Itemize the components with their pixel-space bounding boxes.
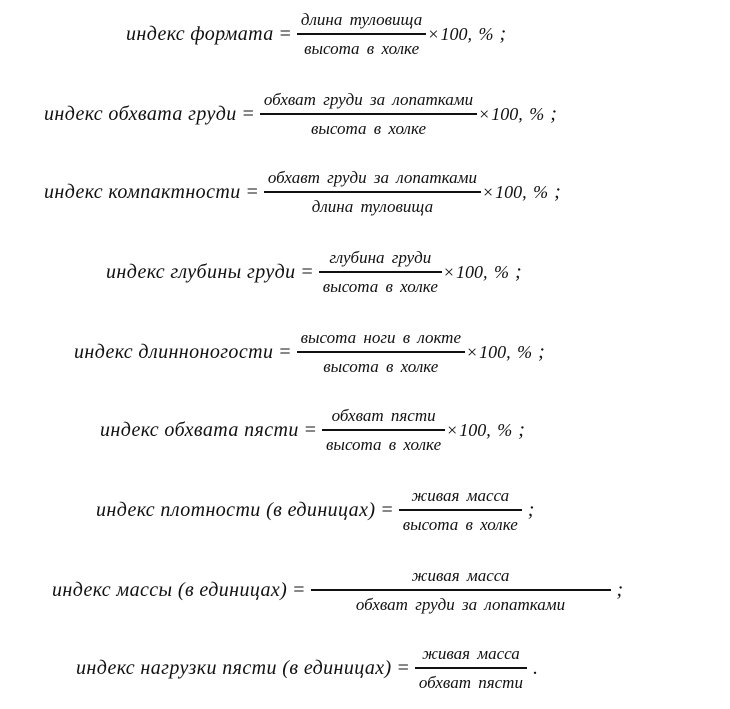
equals-sign: = xyxy=(293,578,305,601)
formula-density-index xyxy=(96,482,534,538)
formula-metacarpus-load-index xyxy=(76,640,538,696)
formula-name: индекс обхвата груди xyxy=(44,102,237,125)
equals-sign: = xyxy=(279,340,291,363)
terminator: . xyxy=(532,656,538,679)
denominator: обхват груди за лопатками xyxy=(355,594,566,614)
times-sign: × xyxy=(479,103,490,124)
formula-name: индекс нагрузки пясти (в единицах) xyxy=(76,656,392,679)
numerator: обхват груди за лопатками xyxy=(263,90,474,110)
fraction xyxy=(260,91,477,136)
denominator: длина туловища xyxy=(311,196,434,216)
equals-sign: = xyxy=(397,656,409,679)
formula-chest-depth-index xyxy=(106,244,522,300)
times-sign: × xyxy=(483,181,494,202)
multiplier-value: 100, % xyxy=(456,261,510,282)
fraction xyxy=(311,567,611,612)
fraction xyxy=(297,329,465,374)
formula-format-index xyxy=(126,6,506,62)
formula-name: индекс формата xyxy=(126,22,274,45)
terminator: ; xyxy=(538,340,545,363)
fraction xyxy=(415,645,527,690)
denominator: высота в холке xyxy=(326,434,442,454)
multiplier xyxy=(428,24,493,45)
numerator: обхавт груди за лопатками xyxy=(267,168,478,188)
multiplier xyxy=(483,182,548,203)
denominator: обхват пясти xyxy=(418,672,523,692)
denominator: высота в холке xyxy=(304,38,420,58)
multiplier-value: 100, % xyxy=(479,341,533,362)
numerator: живая масса xyxy=(411,566,510,586)
formula-name: индекс компактности xyxy=(44,180,241,203)
multiplier-value: 100, % xyxy=(459,419,513,440)
multiplier xyxy=(467,342,532,363)
terminator: ; xyxy=(515,260,522,283)
times-sign: × xyxy=(428,23,439,44)
equals-sign: = xyxy=(279,22,291,45)
equals-sign: = xyxy=(304,418,317,441)
multiplier-value: 100, % xyxy=(440,23,494,44)
numerator: обхват пясти xyxy=(331,406,436,426)
equals-sign: = xyxy=(246,180,258,203)
fraction xyxy=(322,407,445,452)
multiplier-value: 100, % xyxy=(491,103,545,124)
multiplier xyxy=(444,262,509,283)
equals-sign: = xyxy=(301,260,313,283)
fraction xyxy=(264,169,481,214)
times-sign: × xyxy=(443,261,455,282)
terminator: ; xyxy=(554,180,561,203)
numerator: глубина груди xyxy=(329,248,432,268)
terminator: ; xyxy=(499,22,507,45)
equals-sign: = xyxy=(381,498,393,521)
formula-name: индекс длинноногости xyxy=(74,340,274,363)
formula-metacarpus-girth-index xyxy=(100,402,525,458)
formula-name: индекс массы (в единицах) xyxy=(52,578,288,601)
numerator: живая масса xyxy=(422,644,520,664)
formula-name: индекс обхвата пясти xyxy=(100,418,299,441)
formula-chest-girth-index xyxy=(44,86,557,142)
fraction xyxy=(399,487,522,532)
terminator: ; xyxy=(550,102,557,125)
denominator: высота в холке xyxy=(310,118,427,138)
formula-compactness-index xyxy=(44,164,561,220)
denominator: высота в холке xyxy=(402,514,518,534)
denominator: высота в холке xyxy=(322,276,438,296)
numerator: длина туловища xyxy=(300,10,423,30)
terminator: ; xyxy=(518,418,525,441)
fraction xyxy=(319,249,442,294)
terminator: ; xyxy=(616,578,624,601)
equals-sign: = xyxy=(242,102,254,125)
fraction xyxy=(297,11,426,56)
times-sign: × xyxy=(467,341,478,362)
terminator: ; xyxy=(527,498,535,521)
formula-name: индекс глубины груди xyxy=(106,260,296,283)
multiplier xyxy=(479,104,544,125)
formula-mass-index xyxy=(52,562,623,618)
numerator: высота ноги в локте xyxy=(300,328,462,348)
times-sign: × xyxy=(447,419,458,440)
multiplier xyxy=(447,420,512,441)
multiplier-value: 100, % xyxy=(495,181,549,202)
formula-leg-length-index xyxy=(74,324,545,380)
numerator: живая масса xyxy=(411,486,510,506)
denominator: высота в холке xyxy=(323,356,439,376)
formula-name: индекс плотности (в единицах) xyxy=(96,498,376,521)
